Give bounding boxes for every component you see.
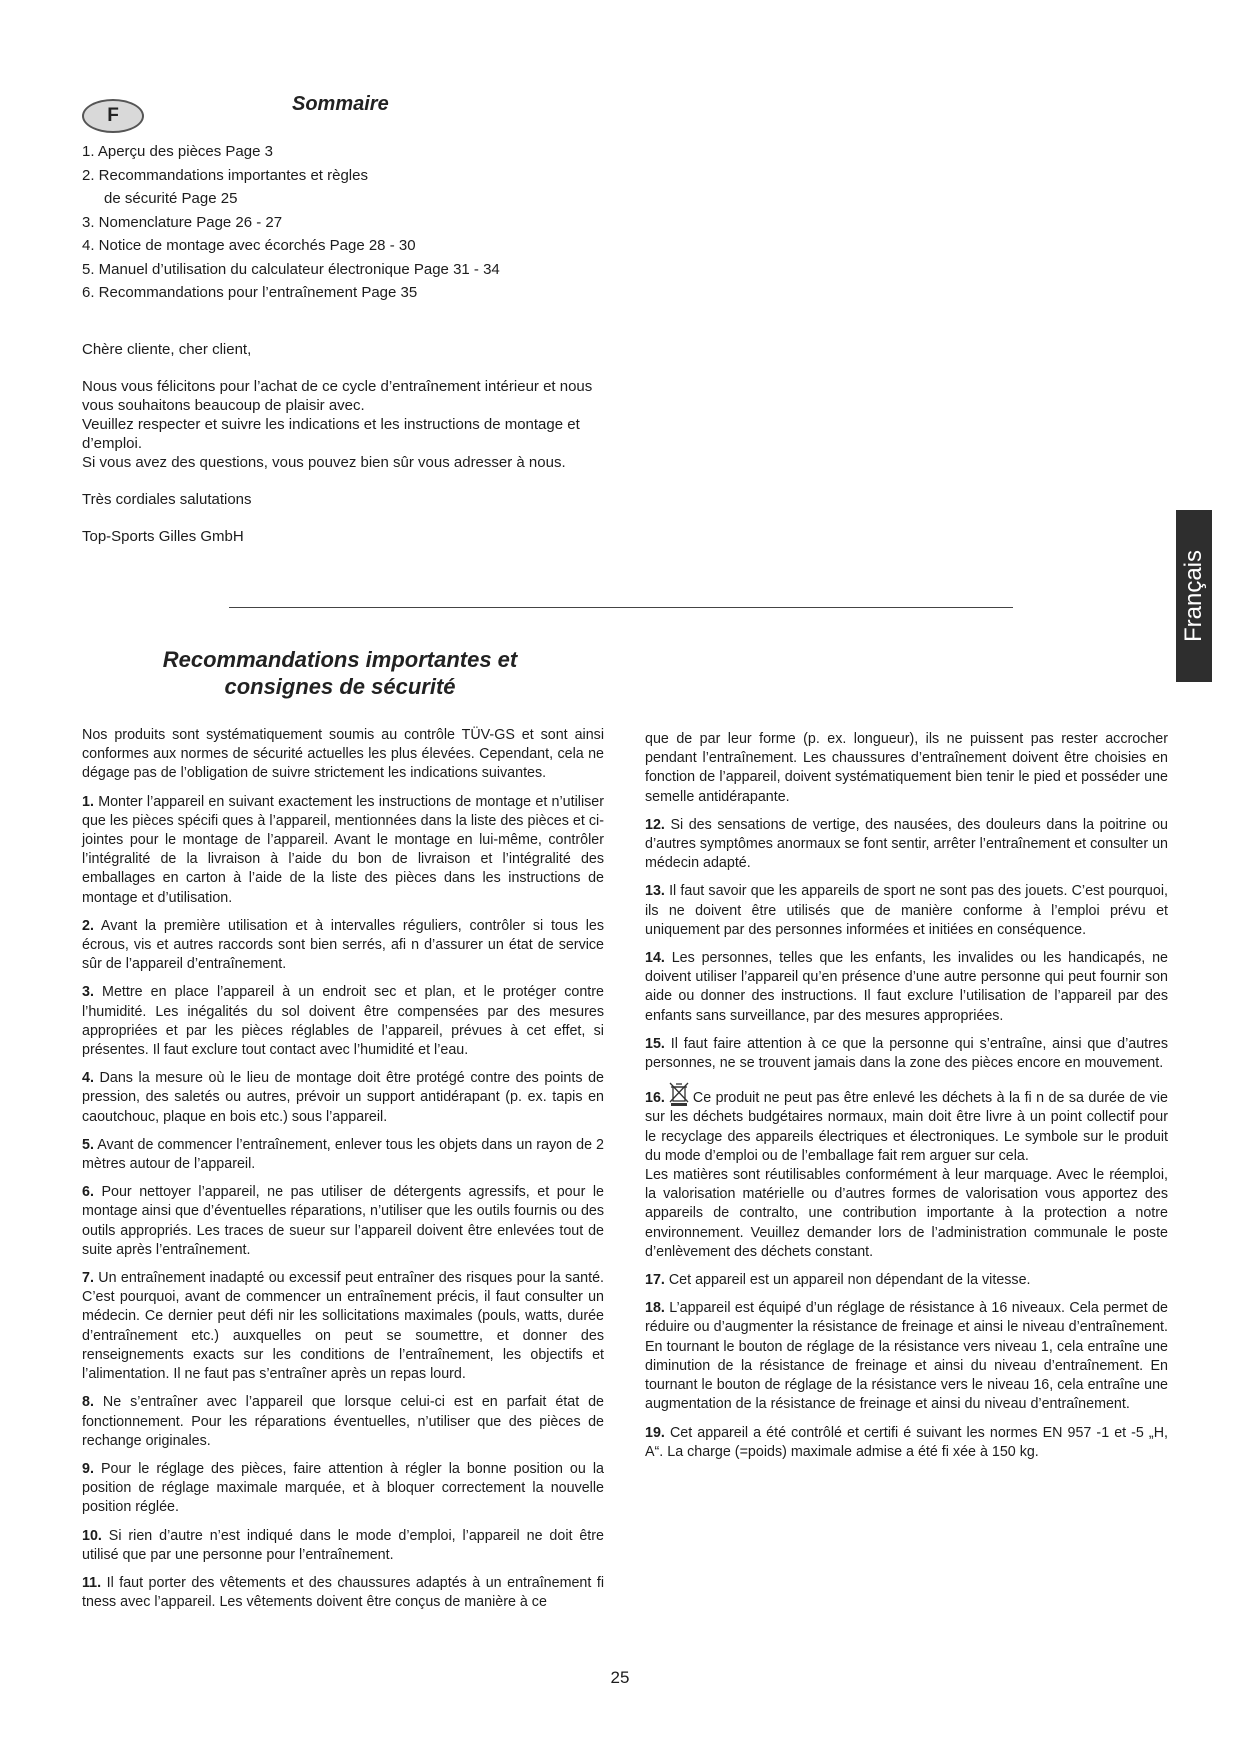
- section-divider: [229, 607, 1013, 608]
- table-of-contents: [82, 140, 500, 305]
- safety-item-continuation: que de par leur forme (p. ex. longueur), ils ne puissent pas rester accrocher pendant l’entraînement. Les chaussures d’entraînement doivent être choisies en fonction de l’appareil, doivent systématiquement bien tenir le pied et posséder une semelle antidérapante.: [645, 731, 1168, 805]
- item-number: 12.: [645, 816, 665, 833]
- toc-item: 3. Nomenclature Page 26 - 27: [82, 213, 283, 231]
- item-text: Si rien d’autre n’est indiqué dans le mode d’emploi, l’appareil ne doit être utilisé que par une personne pour l’entraînement.: [82, 1527, 604, 1563]
- safety-column-right: [645, 730, 1168, 1471]
- item-text: Il faut savoir que les appareils de sport ne sont pas des jouets. C’est pourquoi, ils ne doivent être utilisés que de manière conforme à l’emploi prévu et uniquement par des personnes informées et initiées en conséquence.: [645, 883, 1168, 938]
- item-text: Les personnes, telles que les enfants, les invalides ou les handicapés, ne doivent utiliser l’appareil qu’en présence d’une autre personne qui peut fournir son aide ou donner des instructions. Il faut exclure l’utilisation de l’appareil par des enfants sans surveillance, par des mesures appropriées.: [645, 950, 1168, 1024]
- item-text: Il faut porter des vêtements et des chaussures adaptés à un entraînement fi tness avec l’appareil. Les vêtements doivent être conçus de manière à ce: [82, 1574, 604, 1611]
- letter-body: Si vous avez des questions, vous pouvez bien sûr vous adresser à nous.: [82, 454, 566, 471]
- welcome-letter: [82, 340, 622, 564]
- safety-item: [645, 1424, 1168, 1462]
- toc-item: 6. Recommandations pour l’entraînement Page 35: [82, 284, 418, 301]
- item-text: Monter l’appareil en suivant exactement les instructions de montage et n’utiliser que les pièces spécifi ques à l’appareil, mentionnées dans la liste des pièces et ci-jointes pour le montage de l’appareil. Avant le montage en lui-même, contrôler l’intégralité de la livraison à l’aide du bon de livraison et l’intégralité des emballages en carton à l’aide de la liste des pièces dans les instructions de montage et d’utilisation.: [82, 793, 604, 906]
- safety-section-title: [150, 646, 530, 700]
- weee-bin-icon: [669, 1082, 689, 1106]
- safety-item: [82, 1183, 604, 1260]
- item-number: 15.: [645, 1035, 665, 1052]
- letter-closing: Très cordiales salutations: [82, 491, 252, 508]
- letter-greeting: Chère cliente, cher client,: [82, 341, 252, 358]
- safety-item: [645, 1299, 1168, 1414]
- safety-item: [645, 816, 1168, 874]
- item-number: 2.: [82, 917, 94, 934]
- item-number: 5.: [82, 1136, 94, 1153]
- item-text: Cet appareil est un appareil non dépendant de la vitesse.: [668, 1272, 1031, 1289]
- safety-title-line: Recommandations importantes et: [162, 647, 518, 672]
- item-number: 3.: [82, 984, 94, 1001]
- item-text: Avant la première utilisation et à intervalles réguliers, contrôler si tous les écrous, vis et autres raccords sont bien serrés, afi n d’assurer un état de service sûr de l’appareil d’entraînement.: [82, 917, 604, 973]
- safety-item: [82, 1460, 604, 1518]
- item-number: 6.: [82, 1184, 94, 1201]
- page-number: 25: [610, 1668, 630, 1687]
- safety-intro: Nos produits sont systématiquement soumis au contrôle TÜV-GS et sont ainsi conformes aux normes de sécurité actuelles les plus élevées. Cependant, cela ne dégage pas de l’obligation de suivre strictement les indications suivantes.: [82, 727, 604, 782]
- language-badge: F: [82, 99, 144, 133]
- letter-body: Veuillez respecter et suivre les indications et les instructions de montage et d’emploi.: [82, 416, 580, 452]
- safety-item: [82, 917, 604, 975]
- toc-item: 2. Recommandations importantes et règles: [82, 166, 368, 184]
- item-text: Pour le réglage des pièces, faire attention à régler la bonne position ou la position de réglage maximale marquée, et à bloquer correctement la nouvelle position réglée.: [82, 1460, 604, 1516]
- safety-title-line: consignes de sécurité: [224, 674, 456, 699]
- item-number: 9.: [82, 1460, 94, 1477]
- safety-item: [82, 1269, 604, 1384]
- toc-item: 5. Manuel d’utilisation du calculateur électronique Page 31 - 34: [82, 260, 500, 278]
- item-number: 19.: [645, 1424, 665, 1441]
- safety-item: [645, 949, 1168, 1026]
- language-side-tab: [1176, 510, 1212, 682]
- item-number: 18.: [645, 1300, 665, 1317]
- item-text: Dans la mesure où le lieu de montage doit être protégé contre des points de pression, des saletés ou autres, prévoir un support antidérapant (p. ex. tapis en caoutchouc, plaque en bois etc.) sous l’appareil.: [82, 1070, 604, 1125]
- safety-item: [82, 1527, 604, 1565]
- item-text: Pour nettoyer l’appareil, ne pas utiliser de détergents agressifs, et pour le montage ainsi que d’éventuelles réparations, n’utiliser que les outils fournis ou des outils appropriés. Les traces de sueur sur l’appareil doivent être enlevées tout de suite après l’entraînement.: [82, 1184, 604, 1258]
- item-text: Avant de commencer l’entraînement, enlever tous les objets dans un rayon de 2 mètres autour de l’appareil.: [82, 1136, 605, 1173]
- item-number: 16.: [645, 1090, 665, 1107]
- item-text: Ce produit ne peut pas être enlevé les déchets à la fi n de sa durée de vie sur les déchets budgétaires normaux, main doit être livre à un point collectif pour le recyclage des appareils électriques et électroniques. Le symbole sur le produit du mode d’emploi ou de l’emballage fait rem arguer sur cela.: [645, 1090, 1168, 1164]
- safety-item: [82, 1393, 604, 1451]
- item-text: Il faut faire attention à ce que la personne qui s’entraîne, ainsi que d’autres personnes, ne se trouvent jamais dans la zone des pièces encore en mouvement.: [645, 1035, 1168, 1072]
- item-text: Mettre en place l’appareil à un endroit sec et plan, et le protéger contre l’humidité. Les inégalités du sol doivent être compensées par des mesures appropriées et par les pièces réglables de l’appareil, prévues à cet effet, si présentes. Il faut exclure tout contact avec l’humidité et l’eau.: [82, 984, 604, 1059]
- safety-item: [645, 882, 1168, 940]
- safety-item: [82, 793, 604, 908]
- sommaire-title: Sommaire: [292, 93, 389, 115]
- item-number: 14.: [645, 950, 665, 967]
- safety-item: [82, 983, 604, 1060]
- item-number: 7.: [82, 1270, 94, 1287]
- letter-company: Top-Sports Gilles GmbH: [82, 528, 244, 545]
- item-number: 4.: [82, 1070, 94, 1087]
- safety-item: [82, 1136, 604, 1174]
- item-number: 8.: [82, 1394, 94, 1411]
- safety-item-paragraph: Les matières sont réutilisables conformément à leur marquage. Avec le réemploi, la valorisation matérielle ou d’autres formes de valorisation vous apportez des appareils de contralto, une contribution importante à la protection a notre environnement. Veuillez demander lors de l’administration communale le poste d’enlèvement des déchets constant.: [645, 1167, 1168, 1260]
- item-number: 10.: [82, 1527, 102, 1544]
- item-text: Ne s’entraîner avec l’appareil que lorsque celui-ci est en parfait état de fonctionnement. Pour les réparations éventuelles, n’utiliser que des pièces de rechange originales.: [82, 1394, 604, 1449]
- safety-item: [645, 1271, 1168, 1290]
- toc-item: 1. Aperçu des pièces Page 3: [82, 143, 273, 160]
- item-number: 1.: [82, 793, 94, 810]
- item-text: Cet appareil a été contrôlé et certifi é suivant les normes EN 957 -1 et -5 „H, A“. La charge (=poids) maximale admise a été fi xée à 150 kg.: [645, 1424, 1168, 1460]
- language-side-tab-label: Français: [1180, 549, 1207, 643]
- toc-item-continuation: de sécurité Page 25: [104, 190, 238, 207]
- safety-item: [645, 1035, 1168, 1073]
- item-number: 17.: [645, 1272, 665, 1289]
- safety-item: [645, 1082, 1168, 1166]
- safety-column-left: [82, 726, 604, 1621]
- item-number: 13.: [645, 883, 665, 900]
- safety-item: [82, 1069, 604, 1127]
- letter-body: Nous vous félicitons pour l’achat de ce cycle d’entraînement intérieur et nous vous souhaitons beaucoup de plaisir avec.: [82, 378, 593, 414]
- toc-item: 4. Notice de montage avec écorchés Page 28 - 30: [82, 237, 416, 254]
- item-text: Un entraînement inadapté ou excessif peut entraîner des risques pour la santé. C’est pourquoi, avant de commencer un entraînement précis, il faut consulter un médecin. Ce dernier peut défi nir les sollicitations maximales (pouls, watts, durée d’entraînement etc.) auxquelles on peut se soumettre, et donner des renseignements exacts sur les conditions de l’entraînement, les objectifs et l’alimentation. Il ne faut pas s’entraîner après un repas lourd.: [82, 1270, 604, 1383]
- item-text: L’appareil est équipé d’un réglage de résistance à 16 niveaux. Cela permet de réduire ou d’augmenter la résistance de freinage et ainsi le niveau d’entraînement. En tournant le bouton de réglage de la résistance vers niveau 1, cela entraîne une diminution de la résistance de freinage et ainsi du niveau d’entraînement. En tournant le bouton de réglage de la résistance vers le niveau 16, cela entraîne une augmentation de la résistance de freinage et ainsi du niveau d’entraînement.: [645, 1300, 1168, 1413]
- safety-item: [82, 1574, 604, 1612]
- item-text: Si des sensations de vertige, des nausées, des douleurs dans la poitrine ou d’autres symptômes anormaux se font sentir, arrêter l’entraînement et consulter un médecin adapté.: [645, 816, 1168, 872]
- item-number: 11.: [82, 1574, 102, 1591]
